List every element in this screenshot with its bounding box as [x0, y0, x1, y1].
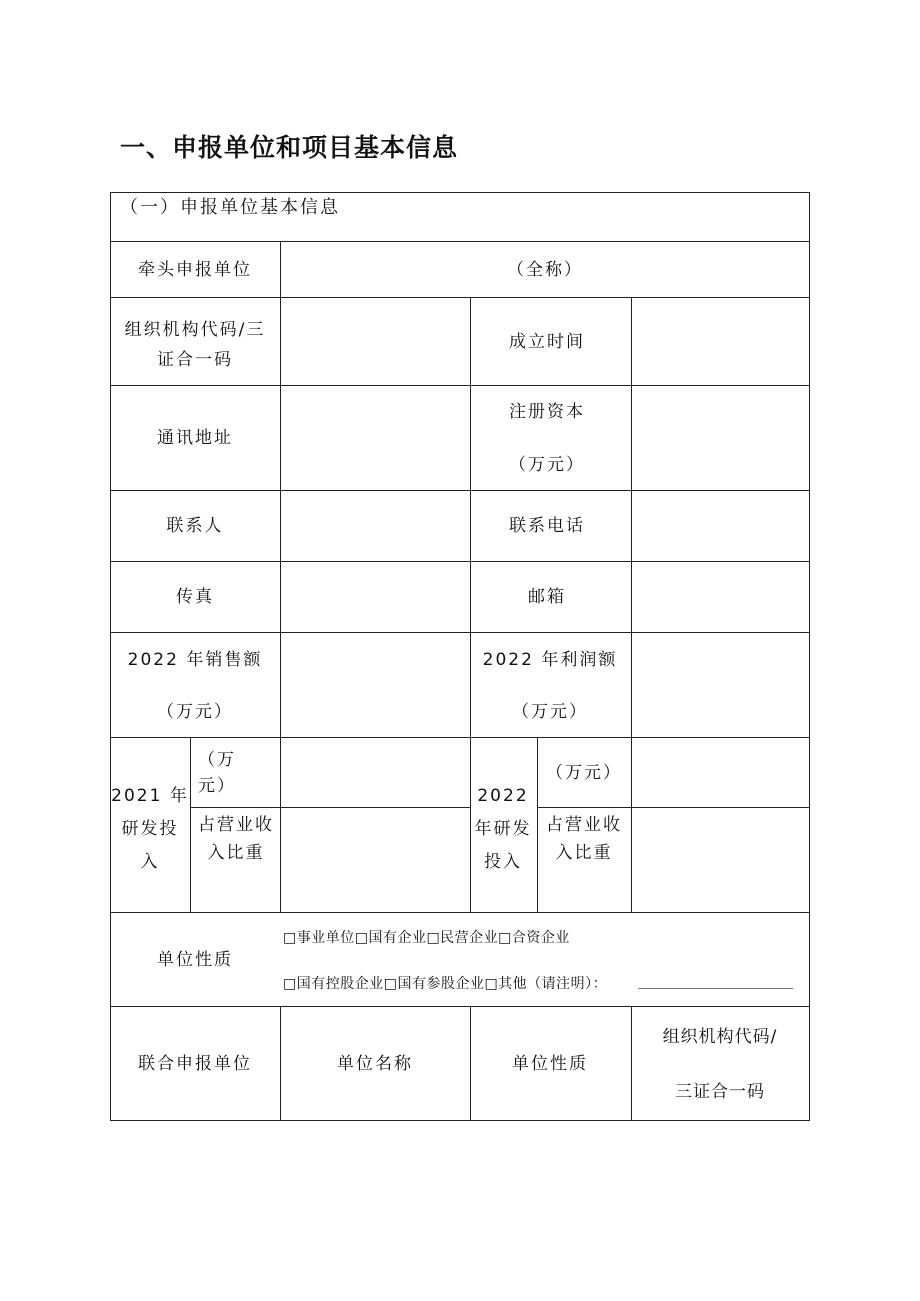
rd-2021-label-line2: 研发投: [121, 819, 179, 839]
rd-2022-label: 2022: [477, 786, 529, 806]
subsection-title: （一）申报单位基本信息: [120, 197, 340, 218]
row-divider: [110, 632, 810, 633]
address-label: 通讯地址: [157, 428, 233, 448]
rd-2022-label-line2: 年研发: [474, 819, 532, 839]
col-divider: [537, 737, 538, 912]
row-divider: [280, 807, 470, 808]
col-divider: [631, 1006, 632, 1121]
phone-label: 联系电话: [509, 516, 585, 536]
unit-nature-options-2[interactable]: □国有控股企业□国有参股企业□其他（请注明）：: [283, 976, 608, 992]
joint-unit-nature-header: 单位性质: [512, 1054, 588, 1074]
joint-unit-code-header-line2: 三证合一码: [675, 1082, 765, 1102]
row-divider: [190, 807, 280, 808]
row-divider: [110, 1006, 810, 1007]
contact-label: 联系人: [166, 516, 224, 536]
row-divider: [110, 912, 810, 913]
lead-unit-value: （全称）: [507, 260, 583, 280]
col-divider: [190, 737, 191, 912]
org-code-label-line2: 证合一码: [157, 350, 233, 370]
col-divider: [631, 297, 632, 912]
profit-2022-unit: （万元）: [512, 702, 588, 722]
rd-2021-unit: （万: [198, 750, 236, 770]
sales-2022-label: 2022 年销售额: [127, 650, 263, 670]
section-heading: 一、申报单位和项目基本信息: [120, 133, 459, 162]
sales-2022-unit: （万元）: [157, 702, 233, 722]
row-divider: [110, 561, 810, 562]
row-divider: [110, 297, 810, 298]
rd-2021-ratio-label-line2: 入比重: [207, 843, 265, 863]
rd-2021-label: 2021 年: [111, 786, 189, 806]
col-divider: [280, 1006, 281, 1121]
col-divider: [470, 1006, 471, 1121]
rd-2021-unit-line2: 元）: [198, 776, 236, 796]
unit-nature-options-1[interactable]: □事业单位□国有企业□民营企业□合资企业: [283, 930, 570, 946]
row-divider: [110, 385, 810, 386]
row-divider: [110, 490, 810, 491]
row-divider: [537, 807, 810, 808]
col-divider: [280, 241, 281, 912]
row-divider: [110, 737, 810, 738]
email-label: 邮箱: [528, 587, 566, 607]
profit-2022-label: 2022 年利润额: [482, 650, 618, 670]
reg-capital-label: 注册资本: [509, 402, 585, 422]
lead-unit-label: 牵头申报单位: [138, 260, 252, 280]
joint-unit-code-header: 组织机构代码/: [662, 1027, 778, 1047]
org-code-label: 组织机构代码/三: [124, 320, 266, 340]
rd-2021-label-line3: 入: [140, 852, 160, 872]
established-label: 成立时间: [509, 332, 585, 352]
rd-2022-ratio-label: 占营业收: [546, 815, 622, 835]
rd-2022-ratio-label-line2: 入比重: [555, 843, 613, 863]
rd-2021-ratio-label: 占营业收: [198, 815, 274, 835]
rd-2022-unit: （万元）: [546, 763, 622, 783]
rd-2022-label-line3: 投入: [484, 852, 522, 872]
fax-label: 传真: [176, 587, 214, 607]
col-divider: [470, 297, 471, 912]
row-divider: [110, 241, 810, 242]
joint-unit-label: 联合申报单位: [138, 1054, 252, 1074]
other-specify-blank[interactable]: [638, 988, 793, 989]
reg-capital-unit: （万元）: [509, 455, 585, 475]
joint-unit-name-header: 单位名称: [337, 1054, 413, 1074]
unit-nature-label: 单位性质: [157, 950, 233, 970]
